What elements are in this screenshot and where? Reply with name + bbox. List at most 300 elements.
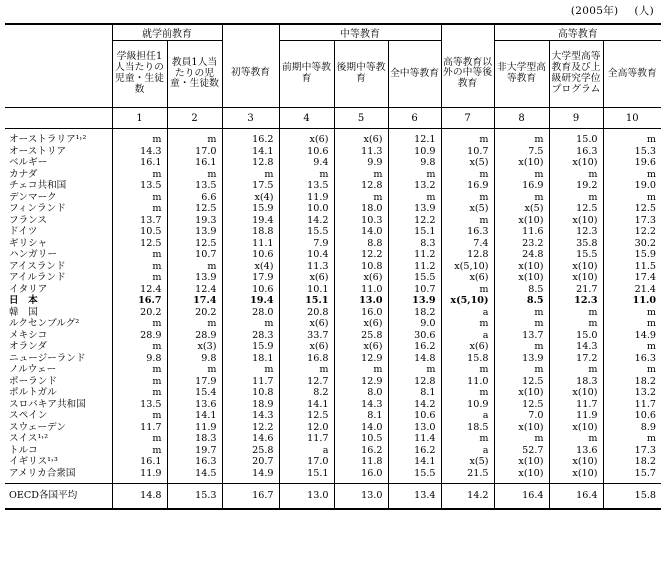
- table-cell: 28.9: [112, 330, 167, 342]
- table-cell: 15.5: [279, 226, 334, 238]
- table-cell: 10.7: [388, 284, 441, 296]
- col-number: 1: [112, 108, 167, 129]
- table-cell: 12.2: [334, 249, 388, 261]
- table-cell: 25.8: [222, 445, 279, 457]
- table-cell: 13.5: [279, 180, 334, 192]
- table-cell: 17.4: [167, 295, 222, 307]
- table-cell: m: [441, 364, 494, 376]
- table-cell: 11.0: [603, 295, 661, 307]
- table-cell: 17.4: [603, 272, 661, 284]
- table-cell: a: [441, 307, 494, 319]
- col-header: 非大学型高等教育: [494, 41, 549, 108]
- table-cell: 11.3: [334, 146, 388, 158]
- table-cell: m: [334, 169, 388, 181]
- table-cell: 12.3: [549, 226, 603, 238]
- table-cell: a: [441, 330, 494, 342]
- table-cell: 11.7: [112, 422, 167, 434]
- table-cell: 16.7: [222, 484, 279, 510]
- table-cell: x(6): [279, 341, 334, 353]
- table-cell: 12.5: [112, 238, 167, 250]
- table-cell: 12.2: [603, 226, 661, 238]
- table-cell: x(6): [334, 341, 388, 353]
- table-cell: 16.1: [167, 157, 222, 169]
- table-cell: 15.0: [549, 330, 603, 342]
- table-cell: 15.0: [549, 129, 603, 146]
- table-cell: 9.4: [279, 157, 334, 169]
- table-cell: 8.9: [603, 422, 661, 434]
- table-row: [5, 203, 661, 215]
- table-cell: 10.9: [388, 146, 441, 158]
- table-cell: m: [167, 169, 222, 181]
- table-cell: 18.8: [222, 226, 279, 238]
- table-cell: 17.9: [222, 272, 279, 284]
- table-cell: x(10): [549, 456, 603, 468]
- table-cell: x(6): [279, 129, 334, 146]
- table-cell: m: [494, 364, 549, 376]
- table-cell: 15.7: [603, 468, 661, 484]
- table-row: [5, 261, 661, 273]
- table-cell: 11.8: [334, 456, 388, 468]
- table-cell: 11.9: [112, 468, 167, 484]
- table-cell: 15.5: [388, 272, 441, 284]
- col-number: 4: [279, 108, 334, 129]
- table-cell: x(10): [549, 272, 603, 284]
- table-row: [5, 129, 661, 146]
- table-cell: 16.3: [441, 226, 494, 238]
- table-cell: 13.5: [167, 180, 222, 192]
- table-cell: 16.9: [441, 180, 494, 192]
- table-row: [5, 238, 661, 250]
- table-cell: 19.2: [549, 180, 603, 192]
- statistics-table: [5, 23, 661, 510]
- table-cell: x(5): [441, 456, 494, 468]
- table-cell: m: [494, 341, 549, 353]
- table-cell: 9.9: [334, 157, 388, 169]
- table-cell: 16.1: [112, 456, 167, 468]
- country-label: オーストリア: [9, 145, 67, 157]
- table-cell: 12.5: [167, 203, 222, 215]
- table-cell: 16.4: [549, 484, 603, 510]
- table-cell: 14.3: [222, 410, 279, 422]
- table-cell: m: [603, 318, 661, 330]
- table-cell: m: [334, 364, 388, 376]
- table-cell: 10.9: [441, 399, 494, 411]
- table-cell: 9.0: [388, 318, 441, 330]
- table-cell: 52.7: [494, 445, 549, 457]
- table-cell: 17.0: [167, 146, 222, 158]
- table-cell: 23.2: [494, 238, 549, 250]
- table-cell: m: [167, 364, 222, 376]
- country-label: スロバキア共和国: [9, 398, 86, 410]
- table-cell: 20.7: [222, 456, 279, 468]
- table-cell: 7.0: [494, 410, 549, 422]
- table-cell: 10.8: [222, 387, 279, 399]
- table-cell: 14.8: [388, 353, 441, 365]
- table-cell: m: [549, 318, 603, 330]
- country-label: ドイツ: [9, 226, 38, 237]
- table-cell: 33.7: [279, 330, 334, 342]
- table-row: [5, 445, 661, 457]
- table-row: [5, 157, 661, 169]
- table-cell: 19.6: [603, 157, 661, 169]
- table-cell: x(5): [441, 157, 494, 169]
- table-cell: 16.9: [494, 180, 549, 192]
- table-cell: 16.2: [388, 445, 441, 457]
- table-cell: 17.3: [603, 215, 661, 227]
- table-cell: 11.0: [334, 284, 388, 296]
- col-header: 大学型高等教育及び上級研究学位プログラム: [549, 41, 603, 108]
- table-cell: m: [494, 307, 549, 319]
- table-cell: m: [549, 169, 603, 181]
- table-row: [5, 272, 661, 284]
- col-number: 2: [167, 108, 222, 129]
- table-cell: x(10): [549, 387, 603, 399]
- table-cell: x(10): [494, 215, 549, 227]
- table-cell: 14.1: [222, 146, 279, 158]
- country-label: ノルウェー: [9, 364, 57, 375]
- table-cell: m: [549, 192, 603, 204]
- table-cell: 18.2: [603, 456, 661, 468]
- table-cell: 11.0: [441, 376, 494, 388]
- table-cell: 15.8: [441, 353, 494, 365]
- table-cell: 15.1: [279, 295, 334, 307]
- table-row: [5, 226, 661, 238]
- table-cell: 12.7: [279, 376, 334, 388]
- unit-label: (人): [634, 5, 654, 17]
- table-cell: 14.1: [167, 410, 222, 422]
- table-cell: 14.3: [334, 399, 388, 411]
- col-number: 8: [494, 108, 549, 129]
- table-cell: x(5,10): [441, 261, 494, 273]
- table-row: [5, 249, 661, 261]
- table-cell: 14.6: [222, 433, 279, 445]
- table-cell: m: [112, 192, 167, 204]
- table-cell: 16.2: [334, 445, 388, 457]
- table-cell: 14.9: [603, 330, 661, 342]
- table-cell: 10.7: [441, 146, 494, 158]
- country-label: ニュージーランド: [9, 352, 86, 364]
- table-cell: 18.9: [222, 399, 279, 411]
- table-row: [5, 180, 661, 192]
- table-cell: m: [279, 364, 334, 376]
- col-number: 3: [222, 108, 279, 129]
- table-cell: 14.2: [279, 215, 334, 227]
- table-cell: 9.8: [112, 353, 167, 365]
- table-cell: m: [441, 215, 494, 227]
- table-row: [5, 364, 661, 376]
- table-cell: 15.5: [549, 249, 603, 261]
- table-cell: 14.2: [441, 484, 494, 510]
- table-row: [5, 468, 661, 484]
- country-label: ギリシャ: [9, 237, 48, 249]
- col-number: 7: [441, 108, 494, 129]
- table-cell: 8.0: [334, 387, 388, 399]
- table-cell: 30.6: [388, 330, 441, 342]
- table-cell: x(3): [167, 341, 222, 353]
- table-cell: 30.2: [603, 238, 661, 250]
- table-cell: x(10): [494, 456, 549, 468]
- col-header: 後期中等教育: [334, 41, 388, 108]
- table-row: [5, 353, 661, 365]
- group-secondary: 中等教育: [279, 24, 441, 41]
- table-cell: m: [167, 129, 222, 146]
- table-cell: x(5,10): [441, 295, 494, 307]
- table-cell: 12.5: [549, 203, 603, 215]
- table-cell: 11.5: [603, 261, 661, 273]
- table-cell: 9.8: [388, 157, 441, 169]
- col-header: 全高等教育: [603, 41, 661, 108]
- country-label: カナダ: [9, 168, 38, 180]
- table-row: [5, 169, 661, 181]
- table-cell: 16.2: [222, 129, 279, 146]
- table-cell: 8.1: [334, 410, 388, 422]
- table-cell: 12.2: [222, 422, 279, 434]
- country-label: デンマーク: [9, 191, 57, 203]
- table-cell: 12.8: [388, 376, 441, 388]
- table-cell: 15.8: [603, 484, 661, 510]
- country-label: ベルギー: [9, 157, 48, 168]
- table-cell: m: [603, 341, 661, 353]
- table-cell: m: [112, 249, 167, 261]
- country-label: フランス: [9, 214, 48, 226]
- table-cell: 10.8: [334, 261, 388, 273]
- table-cell: 11.3: [279, 261, 334, 273]
- table-cell: x(10): [549, 468, 603, 484]
- table-cell: 28.9: [167, 330, 222, 342]
- table-cell: 12.0: [279, 422, 334, 434]
- table-cell: m: [279, 169, 334, 181]
- table-cell: 12.9: [334, 376, 388, 388]
- table-row: [5, 422, 661, 434]
- table-cell: m: [388, 364, 441, 376]
- table-cell: 15.9: [603, 249, 661, 261]
- table-cell: m: [603, 169, 661, 181]
- table-cell: x(10): [549, 215, 603, 227]
- country-label: イタリア: [9, 283, 48, 295]
- table-cell: 20.2: [167, 307, 222, 319]
- table-cell: 14.0: [334, 226, 388, 238]
- country-label: トルコ: [9, 444, 38, 456]
- table-cell: 16.2: [388, 341, 441, 353]
- table-cell: 19.0: [603, 180, 661, 192]
- table-cell: m: [112, 203, 167, 215]
- table-cell: m: [112, 410, 167, 422]
- group-preschool: 就学前教育: [112, 24, 222, 41]
- table-cell: 12.2: [388, 215, 441, 227]
- table-cell: 11.7: [603, 399, 661, 411]
- table-cell: x(4): [222, 261, 279, 273]
- table-cell: 12.3: [549, 295, 603, 307]
- col-number: 5: [334, 108, 388, 129]
- table-cell: 13.7: [112, 215, 167, 227]
- table-cell: a: [441, 445, 494, 457]
- table-cell: 16.0: [334, 307, 388, 319]
- table-cell: m: [112, 272, 167, 284]
- table-row: [5, 146, 661, 158]
- table-cell: 13.0: [334, 484, 388, 510]
- table-cell: m: [603, 129, 661, 146]
- table-row: [5, 433, 661, 445]
- table-cell: x(10): [494, 387, 549, 399]
- table-cell: 14.2: [388, 399, 441, 411]
- table-cell: m: [494, 169, 549, 181]
- col-header: 前期中等教育: [279, 41, 334, 108]
- table-cell: m: [441, 433, 494, 445]
- table-cell: m: [603, 433, 661, 445]
- table-row: [5, 399, 661, 411]
- table-cell: 12.5: [167, 238, 222, 250]
- table-cell: x(5): [441, 203, 494, 215]
- table-cell: 16.4: [494, 484, 549, 510]
- table-cell: 17.5: [222, 180, 279, 192]
- table-cell: 11.1: [222, 238, 279, 250]
- table-cell: 10.6: [388, 410, 441, 422]
- table-cell: m: [112, 261, 167, 273]
- table-cell: 35.8: [549, 238, 603, 250]
- table-cell: x(5): [494, 203, 549, 215]
- table-cell: 11.7: [279, 433, 334, 445]
- table-cell: 12.4: [112, 284, 167, 296]
- table-cell: m: [112, 387, 167, 399]
- table-cell: 15.1: [279, 468, 334, 484]
- table-cell: m: [222, 318, 279, 330]
- col-header: 教員1人当たりの児童・生徒数: [167, 41, 222, 108]
- table-cell: 13.9: [167, 226, 222, 238]
- table-cell: 13.0: [334, 295, 388, 307]
- table-cell: 13.7: [494, 330, 549, 342]
- table-cell: 10.5: [112, 226, 167, 238]
- table-cell: 15.4: [167, 387, 222, 399]
- table-cell: 11.7: [222, 376, 279, 388]
- table-cell: 14.1: [388, 456, 441, 468]
- table-cell: 8.5: [494, 295, 549, 307]
- country-label: メキシコ: [9, 329, 48, 341]
- table-cell: a: [279, 445, 334, 457]
- table-cell: m: [112, 341, 167, 353]
- table-cell: 16.1: [112, 157, 167, 169]
- table-cell: 11.7: [549, 399, 603, 411]
- table-cell: 14.1: [279, 399, 334, 411]
- table-cell: 6.6: [167, 192, 222, 204]
- col-header: 高等教育以外の中等後教育: [441, 41, 494, 108]
- table-cell: 13.9: [388, 295, 441, 307]
- table-cell: 19.7: [167, 445, 222, 457]
- table-cell: x(10): [494, 157, 549, 169]
- table-cell: m: [112, 318, 167, 330]
- table-cell: 12.1: [388, 129, 441, 146]
- table-cell: x(10): [549, 157, 603, 169]
- table-cell: 12.4: [167, 284, 222, 296]
- table-cell: 12.8: [222, 157, 279, 169]
- table-cell: m: [222, 169, 279, 181]
- table-cell: 7.4: [441, 238, 494, 250]
- table-cell: a: [441, 410, 494, 422]
- table-cell: x(6): [334, 318, 388, 330]
- table-cell: m: [441, 387, 494, 399]
- table-cell: 21.4: [603, 284, 661, 296]
- table-cell: x(6): [279, 272, 334, 284]
- table-cell: 10.5: [334, 433, 388, 445]
- table-cell: 17.0: [279, 456, 334, 468]
- table-cell: 13.4: [388, 484, 441, 510]
- table-cell: 10.1: [279, 284, 334, 296]
- table-cell: 8.5: [494, 284, 549, 296]
- col-number: 10: [603, 108, 661, 129]
- table-cell: 7.5: [494, 146, 549, 158]
- table-cell: 10.6: [222, 284, 279, 296]
- table-cell: 11.4: [388, 433, 441, 445]
- table-cell: m: [494, 129, 549, 146]
- table-cell: 11.9: [167, 422, 222, 434]
- table-cell: 12.5: [494, 376, 549, 388]
- table-cell: 8.8: [334, 238, 388, 250]
- unit-note: [555, 3, 654, 18]
- table-row: [5, 295, 661, 307]
- table-row: [5, 456, 661, 468]
- table-cell: 20.2: [112, 307, 167, 319]
- table-row: [5, 307, 661, 319]
- table-row: [5, 376, 661, 388]
- country-label: チェコ共和国: [9, 180, 67, 191]
- table-cell: m: [112, 433, 167, 445]
- table-cell: 13.9: [494, 353, 549, 365]
- country-label: オランダ: [9, 341, 47, 352]
- table-cell: m: [167, 261, 222, 273]
- table-cell: x(6): [334, 129, 388, 146]
- table-cell: 13.9: [388, 203, 441, 215]
- group-tertiary: 高等教育: [494, 24, 661, 41]
- table-row: [5, 341, 661, 353]
- table-cell: 18.1: [222, 353, 279, 365]
- column-number-row: [5, 108, 661, 129]
- year-label: (2005年): [570, 5, 619, 17]
- table-cell: 13.6: [167, 399, 222, 411]
- country-label: フィンランド: [9, 203, 66, 214]
- table-row: [5, 284, 661, 296]
- table-cell: x(6): [334, 272, 388, 284]
- table-cell: m: [388, 169, 441, 181]
- table-cell: 18.3: [549, 376, 603, 388]
- table-cell: 20.8: [279, 307, 334, 319]
- table-cell: 18.2: [603, 376, 661, 388]
- table-cell: 21.7: [549, 284, 603, 296]
- table-cell: x(6): [441, 341, 494, 353]
- table-cell: m: [222, 364, 279, 376]
- table-cell: m: [112, 129, 167, 146]
- table-cell: 13.2: [603, 387, 661, 399]
- table-cell: m: [441, 192, 494, 204]
- table-cell: m: [494, 318, 549, 330]
- col-number: 9: [549, 108, 603, 129]
- table-cell: 8.1: [388, 387, 441, 399]
- table-cell: 17.2: [549, 353, 603, 365]
- table-cell: 16.3: [167, 456, 222, 468]
- table-cell: m: [494, 433, 549, 445]
- table-cell: 10.6: [603, 410, 661, 422]
- table-cell: 14.3: [112, 146, 167, 158]
- table-row: [5, 330, 661, 342]
- country-label: 韓 国: [9, 306, 38, 318]
- table-cell: m: [549, 307, 603, 319]
- table-cell: 13.6: [549, 445, 603, 457]
- country-label: オーストラリア¹˒²: [9, 134, 87, 145]
- table-cell: 15.9: [222, 341, 279, 353]
- table-cell: x(10): [549, 422, 603, 434]
- table-cell: 28.0: [222, 307, 279, 319]
- table-cell: m: [334, 192, 388, 204]
- country-label: アメリカ合衆国: [9, 467, 76, 479]
- country-label: イギリス¹˒³: [9, 456, 58, 467]
